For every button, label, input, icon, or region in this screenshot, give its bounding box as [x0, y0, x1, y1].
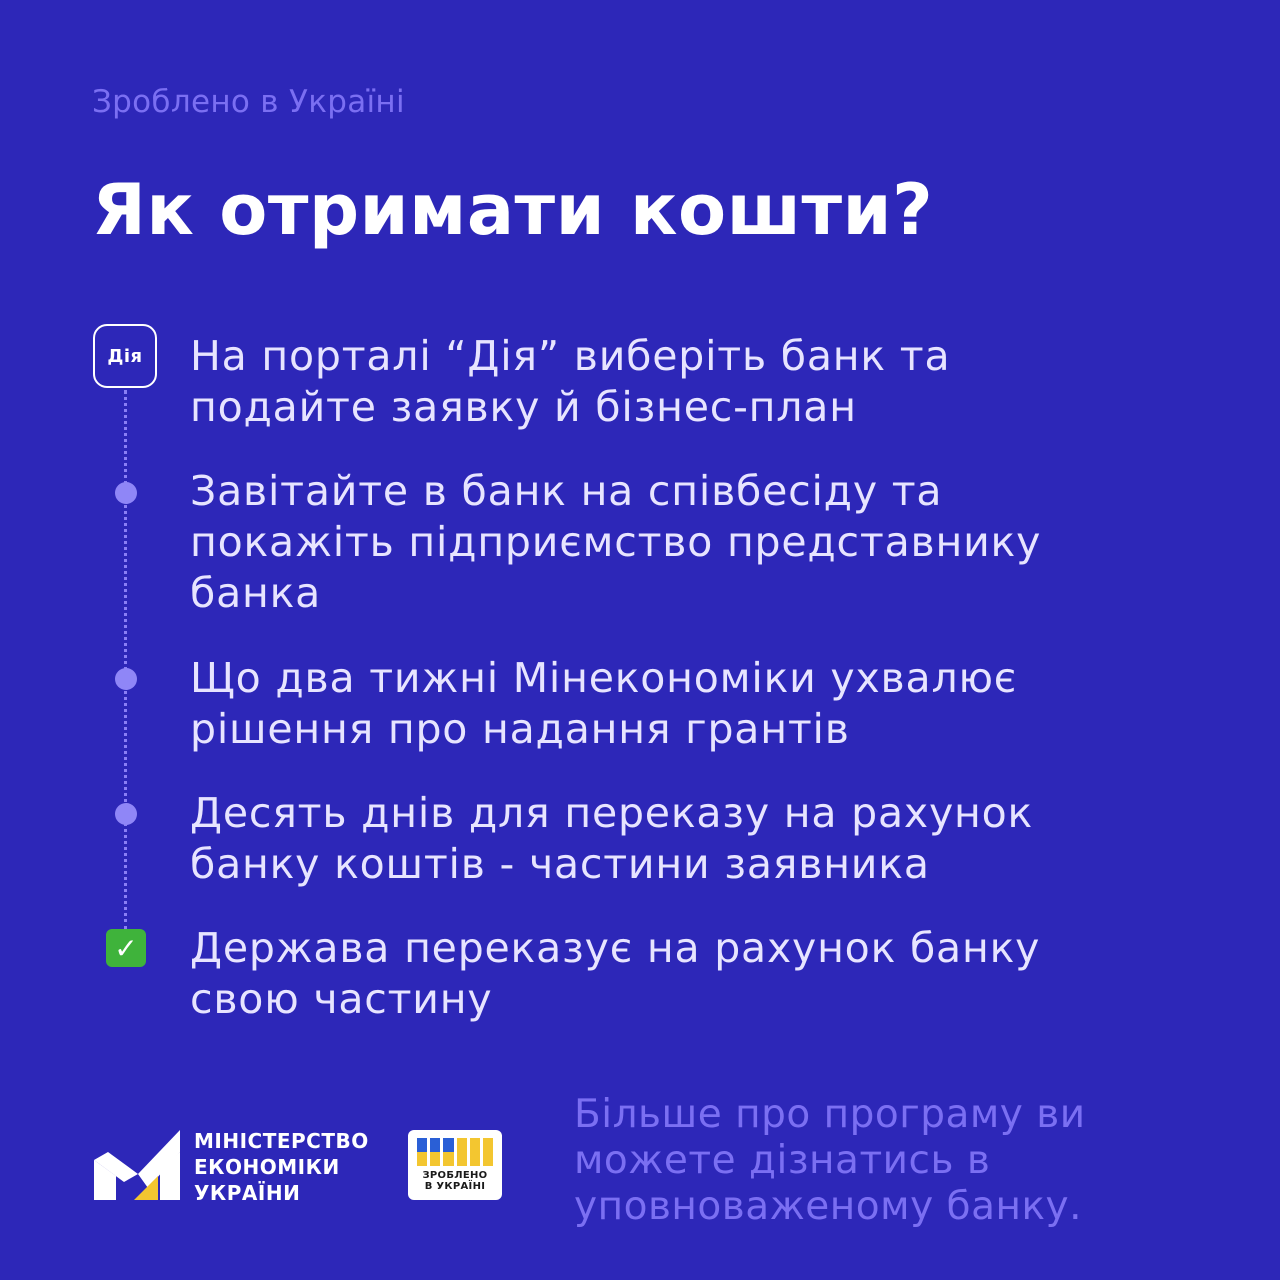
ministry-name-line: ЕКОНОМІКИ [194, 1155, 340, 1179]
timeline-line [124, 390, 127, 930]
eyebrow-text: Зроблено в Україні [92, 84, 405, 120]
ministry-name-line: МІНІСТЕРСТВО [194, 1129, 369, 1153]
more-info-text: Більше про програму ви можете дізнатись в уповноваженому банку. [574, 1092, 1086, 1229]
page-title: Як отримати кошти? [92, 169, 934, 251]
step-1-text: На порталі “Дія” виберіть банк та подайте заявку й бізнес-план [190, 332, 951, 431]
made-in-ukraine-badge-icon [408, 1130, 502, 1200]
badge-line: ЗРОБЛЕНО [422, 1170, 488, 1181]
badge-line: В УКРАЇНІ [424, 1181, 486, 1192]
check-mark-icon: ✓ [106, 929, 146, 967]
step-3-text: Що два тижні Мінекономіки ухвалює рішення про надання грантів [190, 654, 1018, 753]
timeline-dot [115, 803, 137, 825]
timeline-dot [115, 482, 137, 504]
ministry-name [194, 1128, 369, 1206]
step-4-text: Десять днів для переказу на рахунок банку коштів - частини заявника [190, 789, 1034, 888]
badge-text [408, 1170, 502, 1192]
diia-icon: Дія [93, 324, 157, 388]
timeline-dot [115, 668, 137, 690]
step-2-text: Завітайте в банк на співбесіду та покажіть підприємство представнику банка [190, 467, 1042, 617]
ministry-logo-icon [94, 1130, 180, 1200]
ministry-name-line: УКРАЇНИ [194, 1181, 301, 1205]
ukraine-flag-bars [417, 1138, 493, 1166]
step-5-text: Держава переказує на рахунок банку свою частину [190, 924, 1041, 1023]
